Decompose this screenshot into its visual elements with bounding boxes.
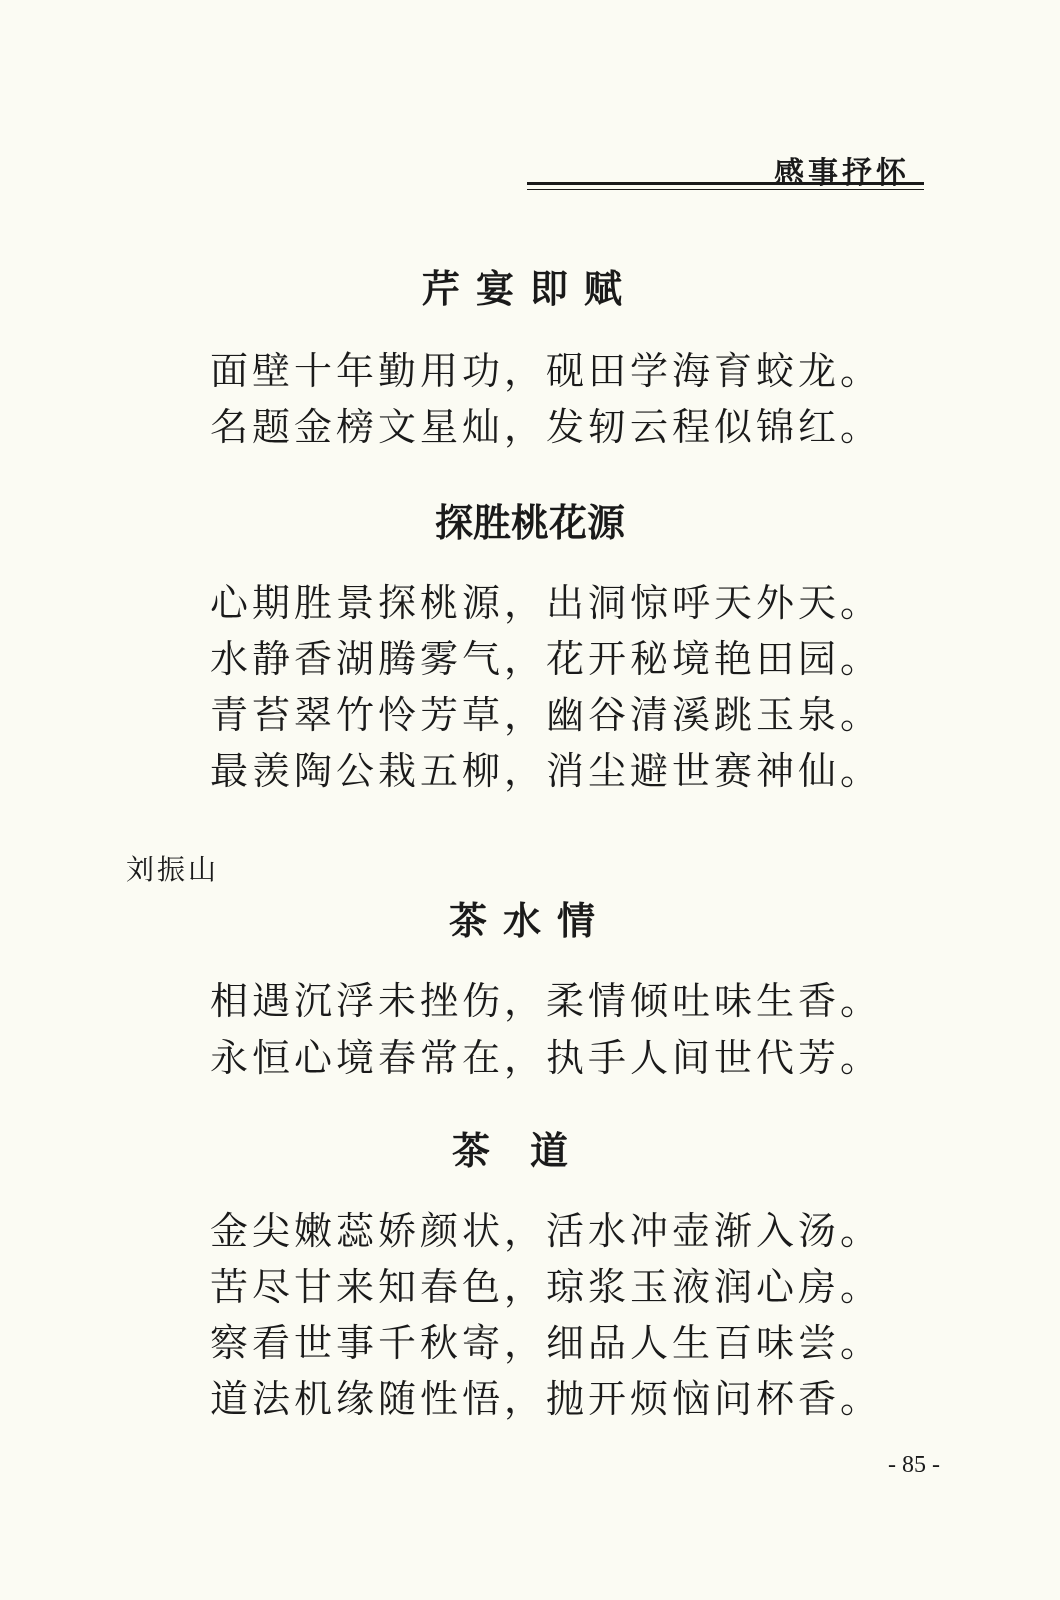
- poem-title: 芹宴即赋: [421, 267, 638, 311]
- poem-line: 最羡陶公栽五柳，消尘避世赛神仙。: [210, 749, 883, 793]
- poem-line: 心期胜景探桃源，出洞惊呼天外天。: [210, 581, 883, 625]
- poem-line: 面壁十年勤用功，砚田学海育蛟龙。: [210, 349, 883, 393]
- poem-line: 苦尽甘来知春色，琼浆玉液润心房。: [210, 1265, 883, 1309]
- page-number: - 85 -: [888, 1452, 940, 1478]
- poem-line: 相遇沉浮未挫伤，柔情倾吐味生香。: [210, 979, 883, 1023]
- header-rule: [527, 182, 924, 190]
- section-header: 感事抒怀: [774, 156, 910, 191]
- poem-line: 名题金榜文星灿，发轫云程似锦红。: [210, 405, 883, 449]
- poem-line: 青苔翠竹怜芳草，幽谷清溪跳玉泉。: [210, 693, 883, 737]
- poem-line: 道法机缘随性悟，抛开烦恼问杯香。: [210, 1377, 883, 1421]
- poem-title: 茶道: [451, 1129, 608, 1173]
- poem-title: 茶水情: [448, 899, 611, 943]
- poem-line: 水静香湖腾雾气，花开秘境艳田园。: [210, 637, 883, 681]
- author-name: 刘振山: [126, 853, 220, 886]
- poem-title: 探胜桃花源: [434, 501, 625, 545]
- poem-line: 察看世事千秋寄，细品人生百味尝。: [210, 1321, 883, 1365]
- poem-line: 永恒心境春常在，执手人间世代芳。: [210, 1036, 883, 1080]
- poem-line: 金尖嫩蕊娇颜状，活水冲壶渐入汤。: [210, 1209, 883, 1253]
